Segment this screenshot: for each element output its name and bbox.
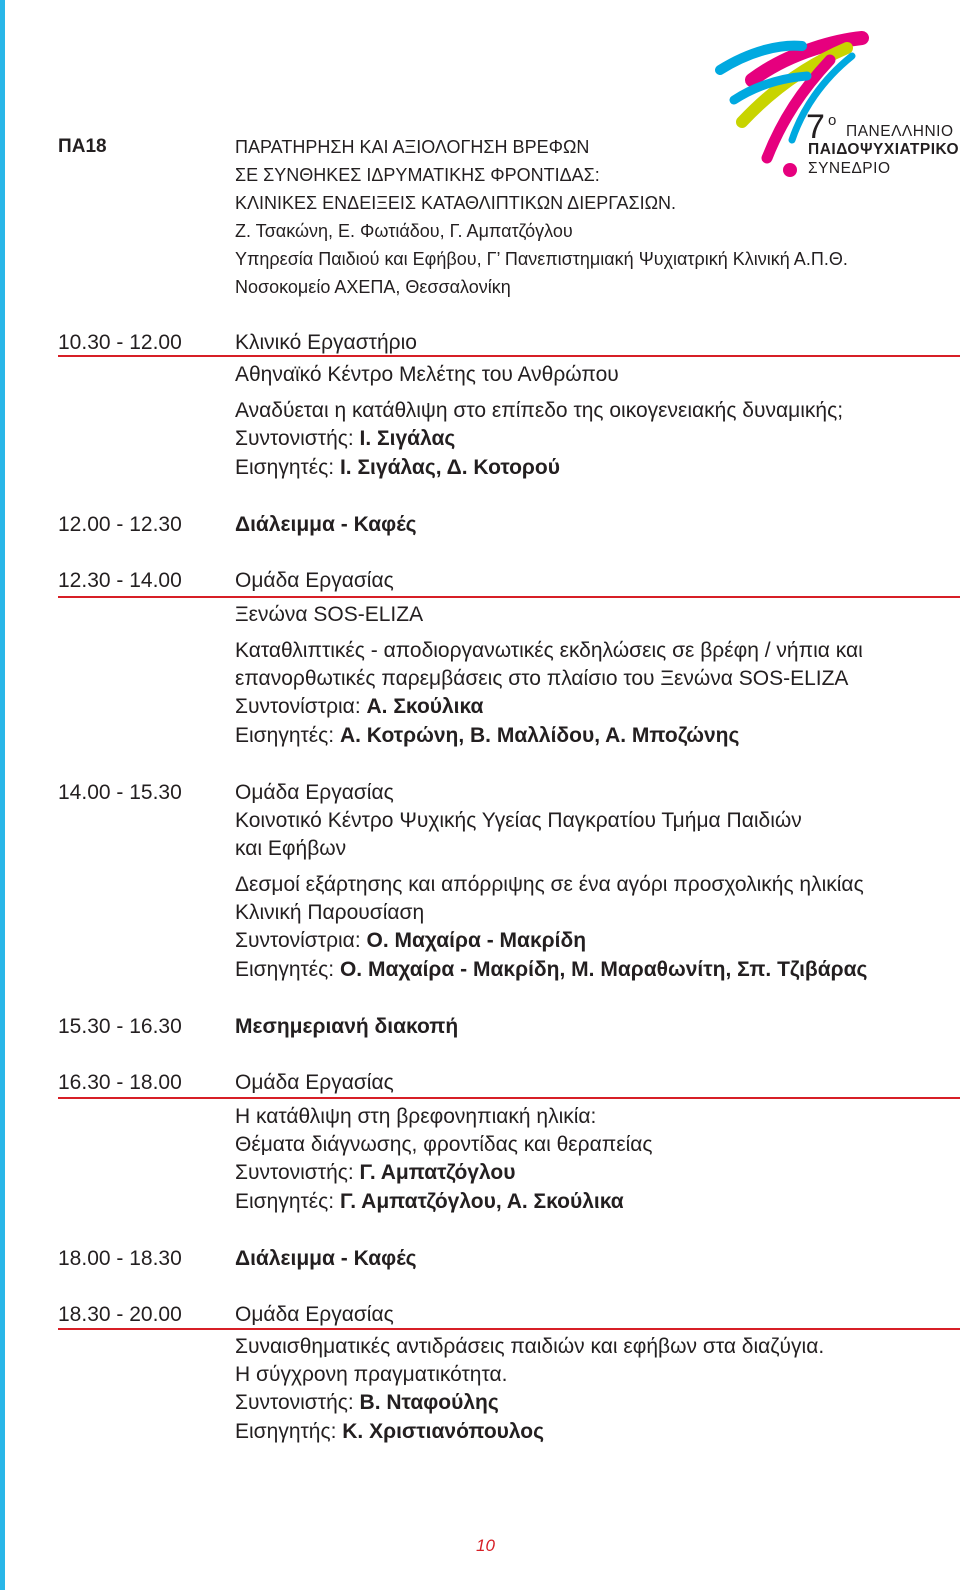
logo-superscript: ο [828, 112, 837, 129]
logo-line-3: ΣΥΝΕΔΡΙΟ [808, 160, 891, 177]
time-slot: 10.30 - 12.00 [58, 331, 182, 354]
page-edge-stripe [0, 0, 5, 1590]
session-topic: Αναδύεται η κατάθλιψη στο επίπεδο της οικογενειακής δυναμικής; [235, 399, 844, 422]
session-rule [58, 355, 960, 357]
session-type: Ομάδα Εργασίας [235, 1303, 394, 1326]
break-label: Διάλειμμα - Καφές [235, 513, 417, 536]
session-rule [58, 1097, 960, 1099]
session-coordinator: Συντονίστρια: Ο. Μαχαίρα - Μακρίδη [235, 929, 587, 952]
logo-number: 7 [806, 108, 825, 146]
time-slot: 12.00 - 12.30 [58, 513, 182, 536]
break-label: Μεσημεριανή διακοπή [235, 1015, 459, 1038]
session-coordinator: Συντονιστής: Γ. Αμπατζόγλου [235, 1161, 516, 1184]
session-speakers: Εισηγητές: Α. Κοτρώνη, Β. Μαλλίδου, Α. Μποζώνης [235, 724, 740, 747]
session-speakers: Εισηγητής: Κ. Χριστιανόπουλος [235, 1420, 545, 1443]
page-number: 10 [476, 1536, 495, 1555]
time-slot: 18.00 - 18.30 [58, 1247, 182, 1270]
time-slot: 14.00 - 15.30 [58, 781, 182, 804]
session-title-line-2: ΣΕ ΣΥΝΘΗΚΕΣ ΙΔΡΥΜΑΤΙΚΗΣ ΦΡΟΝΤΙΔΑΣ: [235, 165, 600, 185]
logo-line-1: ΠΑΝΕΛΛΗΝΙΟ [846, 123, 954, 140]
session-topic-line-1: Η κατάθλιψη στη βρεφονηπιακή ηλικία: [235, 1105, 597, 1128]
session-coordinator: Συντονιστής: Β. Νταφούλης [235, 1391, 499, 1414]
session-organization: Αθηναϊκό Κέντρο Μελέτης του Ανθρώπου [235, 363, 619, 386]
session-type: Ομάδα Εργασίας [235, 1071, 394, 1094]
session-speakers: Εισηγητές: Γ. Αμπατζόγλου, Α. Σκούλικα [235, 1190, 624, 1213]
session-topic-line-2: Κλινική Παρουσίαση [235, 901, 425, 924]
session-affiliation-1: Υπηρεσία Παιδιού και Εφήβου, Γ’ Πανεπιστημιακή Ψυχιατρική Κλινική Α.Π.Θ. [235, 249, 848, 269]
session-affiliation-2: Νοσοκομείο ΑΧΕΠΑ, Θεσσαλονίκη [235, 277, 511, 297]
session-topic-line-1: Συναισθηματικές αντιδράσεις παιδιών και εφήβων στα διαζύγια. [235, 1335, 825, 1358]
session-topic-line-2: επανορθωτικές παρεμβάσεις στο πλαίσιο του Ξενώνα SOS-ELIZA [235, 667, 849, 690]
time-slot: 12.30 - 14.00 [58, 569, 182, 592]
session-type: Ομάδα Εργασίας [235, 569, 394, 592]
session-topic-line-1: Καταθλιπτικές - αποδιοργανωτικές εκδηλώσεις σε βρέφη / νήπια και [235, 639, 863, 662]
session-rule [58, 1328, 960, 1330]
session-authors: Ζ. Τσακώνη, Ε. Φωτιάδου, Γ. Αμπατζόγλου [235, 221, 573, 241]
session-type: Κλινικό Εργαστήριο [235, 331, 417, 354]
time-slot: 16.30 - 18.00 [58, 1071, 182, 1094]
break-label: Διάλειμμα - Καφές [235, 1247, 417, 1270]
session-type: Ομάδα Εργασίας [235, 781, 394, 804]
logo-line-2: ΠΑΙΔΟΨΥΧΙΑΤΡΙΚΟ [808, 141, 960, 158]
session-organization: Ξενώνα SOS-ELIZA [235, 603, 424, 626]
session-topic-line-1: Δεσμοί εξάρτησης και απόρριψης σε ένα αγόρι προσχολικής ηλικίας [235, 873, 864, 896]
session-title-line-3: ΚΛΙΝΙΚΕΣ ΕΝΔΕΙΞΕΙΣ ΚΑΤΑΘΛΙΠΤΙΚΩΝ ΔΙΕΡΓΑΣΙΩΝ. [235, 193, 677, 213]
session-speakers: Εισηγητές: Ο. Μαχαίρα - Μακρίδη, Μ. Μαραθωνίτη, Σπ. Τζιβάρας [235, 958, 868, 981]
time-slot: 18.30 - 20.00 [58, 1303, 182, 1326]
session-organization-line-2: και Εφήβων [235, 837, 347, 860]
session-speakers: Εισηγητές: Ι. Σιγάλας, Δ. Κοτορού [235, 456, 560, 479]
time-slot: 15.30 - 16.30 [58, 1015, 182, 1038]
session-organization-line-1: Κοινοτικό Κέντρο Ψυχικής Υγείας Παγκρατίου Τμήμα Παιδιών [235, 809, 802, 832]
session-code: ΠΑ18 [58, 136, 107, 157]
session-title-line-1: ΠΑΡΑΤΗΡΗΣΗ ΚΑΙ ΑΞΙΟΛΟΓΗΣΗ ΒΡΕΦΩΝ [235, 137, 590, 157]
session-topic-line-2: Η σύγχρονη πραγματικότητα. [235, 1363, 508, 1386]
session-topic-line-2: Θέματα διάγνωσης, φροντίδας και θεραπείας [235, 1133, 653, 1156]
session-rule [58, 596, 960, 598]
session-coordinator: Συντονιστής: Ι. Σιγάλας [235, 427, 456, 450]
session-coordinator: Συντονίστρια: Α. Σκούλικα [235, 695, 484, 718]
